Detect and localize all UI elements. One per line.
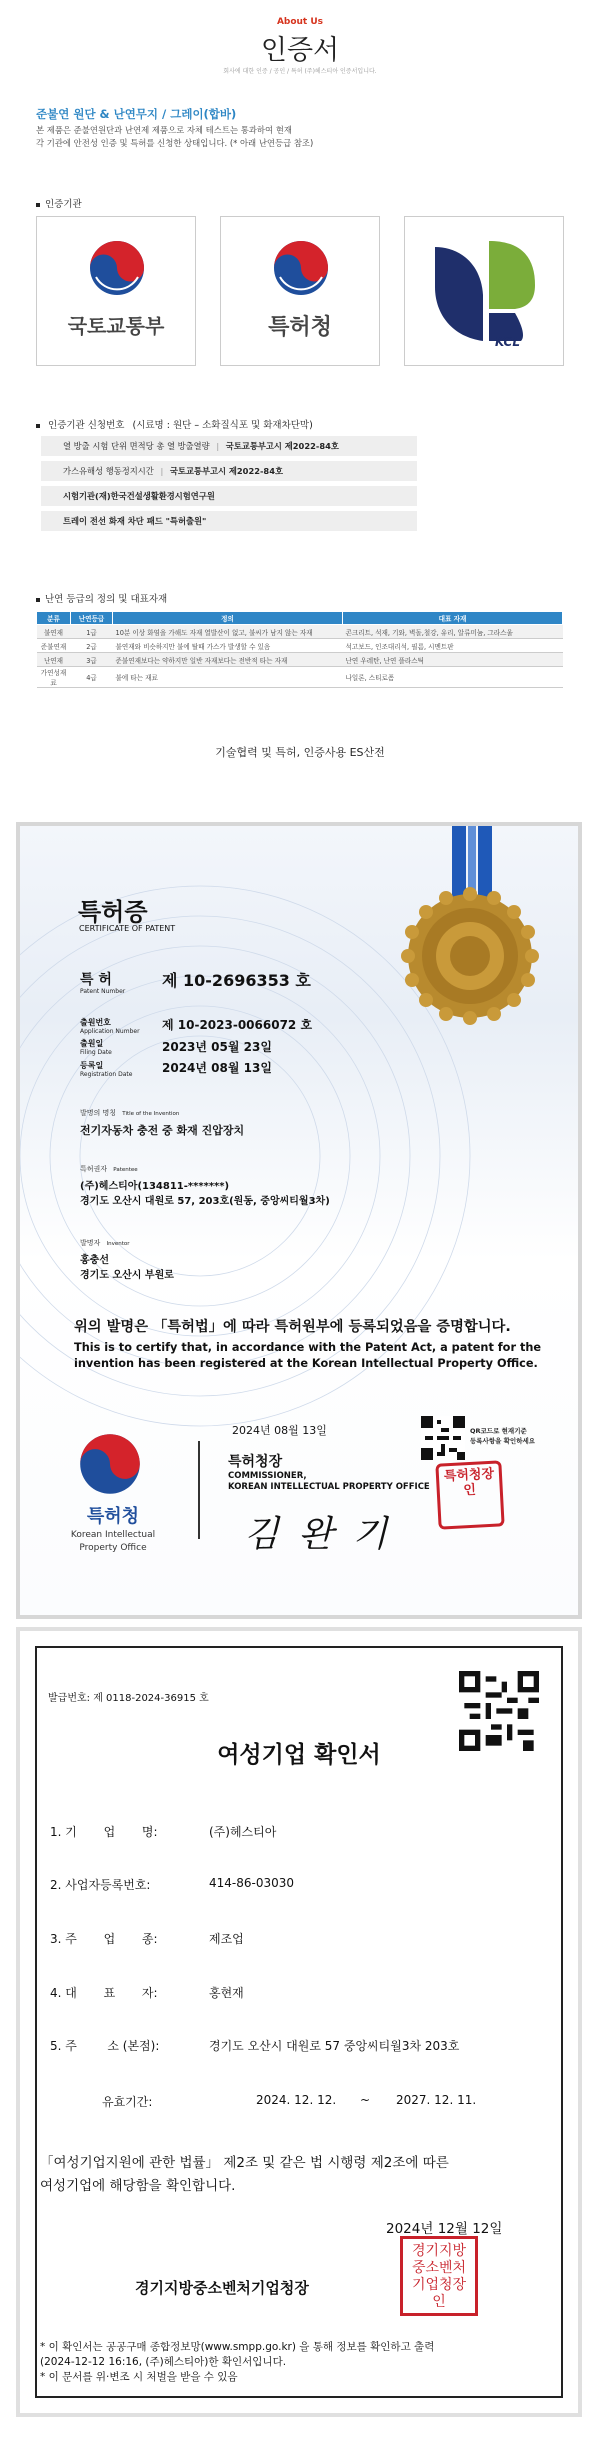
taegeuk-icon (88, 239, 146, 297)
application-number-label-en: Application Number (80, 1028, 140, 1035)
issuer-stamp: 경기지방중소벤처기업청장인 (400, 2236, 478, 2316)
field-value: 홍현재 (209, 1986, 244, 2000)
application-number-label: 출원번호 (80, 1018, 111, 1027)
footnote: * 이 확인서는 공공구매 종합정보망(www.smpp.go.kr) 을 통해 정보를 확인하고 출력 (40, 2341, 435, 2353)
invention-label: 발명의 명칭 Title of the Invention (80, 1109, 180, 1117)
grade-col-header: 정의 (113, 612, 343, 625)
registration-date: 2024년 08월 13일 (162, 1061, 272, 1075)
application-row: 열 방출 시험 단위 면적당 총 열 방출열량 | 국토교통부고시 제2022-84호 (41, 436, 417, 456)
patentee-address: 경기도 오산시 대원로 57, 203호(원동, 중앙씨티월3차) (80, 1196, 330, 1207)
validity-separator: ~ (360, 2093, 371, 2107)
logo-kcl-text: KCL (495, 335, 520, 349)
field-value: 414-86-03030 (209, 1876, 295, 1890)
patentee-name: (주)헤스티아(134811-*******) (80, 1181, 230, 1192)
valid-to: 2027. 12. 11. (396, 2093, 477, 2107)
taegeuk-icon (272, 239, 330, 297)
table-row: 준불연재 2급 불연재와 비슷하지만 불에 탈때 가스가 발생할 수 있음 석고보드, 인조대리석, 필름, 시멘트판 (37, 639, 563, 653)
kipo-stamp: 특허청장인 (435, 1460, 504, 1529)
footnote: * 이 문서를 위·변조 시 처벌을 받을 수 있음 (40, 2371, 238, 2383)
table-row: 난연재 3급 준불연재보다는 약하지만 일반 자재보다는 전반적 타는 자재 난연 우레탄, 난연 플라스틱 (37, 653, 563, 667)
filing-date: 2023년 05월 23일 (162, 1040, 272, 1054)
taegeuk-icon (78, 1432, 142, 1496)
application-heading: 인증기관 신청번호 (시료명 : 원단 – 소화질식포 및 화재차단막) (36, 417, 313, 431)
field-row: 5. 주 소 (본점): (50, 2039, 160, 2053)
grade-table (36, 611, 563, 688)
patent-certificate (16, 822, 582, 1619)
field-row: 4. 대 표 자: (50, 1986, 158, 2000)
gold-seal-icon (400, 886, 540, 1026)
partner-text: 기술협력 및 특허, 인증사용 ES산전 (215, 746, 385, 759)
table-row: 가연성재료 4급 불에 타는 재료 나일론, 스티로폼 (37, 667, 563, 688)
kcl-leaf-icon (429, 237, 541, 347)
field-row: 3. 주 업 종: (50, 1932, 158, 1946)
page-title: 인증서 (260, 35, 340, 66)
patent-statement-ko: 위의 발명은 「특허법」에 따라 특허원부에 등록되었음을 증명합니다. (74, 1319, 511, 1335)
product-title: 준불연 원단 & 난연무지 / 그레이(합바) (36, 107, 237, 121)
filing-date-label: 출원일 (80, 1039, 104, 1048)
cert-body: 여성기업에 해당함을 확인합니다. (40, 2178, 236, 2194)
issue-number: 발급번호: 제 0118-2024-36915 호 (48, 1693, 209, 1704)
office-title-en: KOREAN INTELLECTUAL PROPERTY OFFICE (228, 1482, 430, 1492)
registration-date-label-en: Registration Date (80, 1071, 133, 1078)
patent-number: 제 10-2696353 호 (162, 971, 311, 990)
field-row: 2. 사업자등록번호: (50, 1878, 151, 1892)
field-row: 1. 기 업 명: (50, 1825, 158, 1839)
application-row: 트레이 전선 화재 차단 패드 "특허출원" (41, 511, 417, 531)
patentee-label: 특허권자 Patentee (80, 1165, 138, 1173)
invention-title: 전기자동차 충전 중 화재 진압장치 (80, 1124, 245, 1137)
office-title-ko: 특허청장 (228, 1454, 283, 1470)
grade-col-header: 분류 (37, 612, 71, 625)
field-value: 경기도 오산시 대원로 57 중앙씨티월3차 203호 (209, 2039, 460, 2053)
office-title-en: COMMISSIONER, (228, 1471, 307, 1481)
cert-section-heading: 인증기관 (36, 196, 82, 210)
application-number: 제 10-2023-0066072 호 (162, 1018, 313, 1032)
inventor-address: 경기도 오산시 부원로 (80, 1270, 174, 1281)
patent-statement-en: This is to certify that, in accordance with the Patent Act, a patent for the (74, 1341, 542, 1354)
issuer: 경기지방중소벤처기업청장 (135, 2279, 309, 2297)
patent-number-label: 특 허 (80, 972, 112, 988)
application-row: 시험기관(재)한국건설생활환경시험연구원 (41, 486, 417, 506)
inventor-label: 발명자 Inventor (80, 1239, 130, 1247)
kipo-logo-text: 특허청 (86, 1506, 140, 1527)
issue-date: 2024년 08월 13일 (232, 1424, 327, 1437)
qr-code-icon (421, 1416, 465, 1460)
valid-from: 2024. 12. 12. (256, 2093, 337, 2107)
logo-molit (36, 216, 196, 366)
grade-heading: 난연 등급의 정의 및 대표자재 (36, 591, 167, 605)
logo-molit-text: 국토교통부 (67, 314, 165, 338)
table-row: 불연재 1급 10분 이상 화염을 가해도 자재 열발산이 없고, 불씨가 남지 않는 자재 콘크리트, 석재, 기와, 벽돌,철강, 유리, 알류미늄, 그라스울 (37, 625, 563, 639)
kipo-logo-en: Property Office (79, 1543, 147, 1553)
grade-col-header: 대표 자재 (343, 612, 563, 625)
field-value: (주)헤스티아 (209, 1825, 277, 1839)
qr-note: QR코드로 현재기준 (470, 1427, 527, 1435)
patent-number-label-en: Patent Number (80, 988, 126, 995)
logo-kipo (220, 216, 380, 366)
cert-date: 2024년 12월 12일 (386, 2221, 503, 2237)
about-label: About Us (276, 17, 324, 27)
validity-label: 유효기간: (102, 2095, 153, 2109)
registration-date-label: 등록일 (80, 1061, 104, 1070)
page-subtitle: 회사에 대한 인증 / 공인 / 특허 (주)헤스티아 인증서입니다. (223, 68, 377, 75)
inventor-name: 홍충선 (80, 1255, 109, 1266)
logo-kipo-text: 특허청 (268, 315, 332, 340)
qr-note: 등록사항을 확인하세요 (470, 1437, 536, 1445)
women-business-certificate (16, 1627, 582, 2417)
logo-kcl (404, 216, 564, 366)
cert-body: 「여성기업지원에 관한 법률」 제2조 및 같은 법 시행령 제2조에 따른 (40, 2155, 449, 2171)
patent-title-en: CERTIFICATE OF PATENT (79, 924, 176, 933)
patent-title: 특허증 (78, 898, 148, 926)
divider (198, 1441, 200, 1539)
filing-date-label-en: Filing Date (80, 1049, 112, 1056)
application-row: 가스유해성 행동정지시간 | 국토교통부고시 제2022-84호 (41, 461, 417, 481)
field-value: 제조업 (209, 1932, 244, 1946)
product-description: 본 제품은 준불연원단과 난연제 제품으로 자체 테스트는 통과하여 현재 각 기관에 안전성 인증 및 특허를 신청한 상태입니다. (* 아래 난연등급 참조) (36, 125, 314, 148)
patent-statement-en: invention has been registered at the Korean Intellectual Property Office. (74, 1357, 538, 1370)
footnote: (2024-12-12 16:16, (주)헤스티아)한 확인서입니다. (40, 2356, 287, 2368)
grade-col-header: 난연등급 (71, 612, 113, 625)
kipo-logo-en: Korean Intellectual (70, 1530, 156, 1540)
women-cert-title: 여성기업 확인서 (217, 1742, 381, 1768)
signature: 김 완 기 (244, 1514, 392, 1555)
